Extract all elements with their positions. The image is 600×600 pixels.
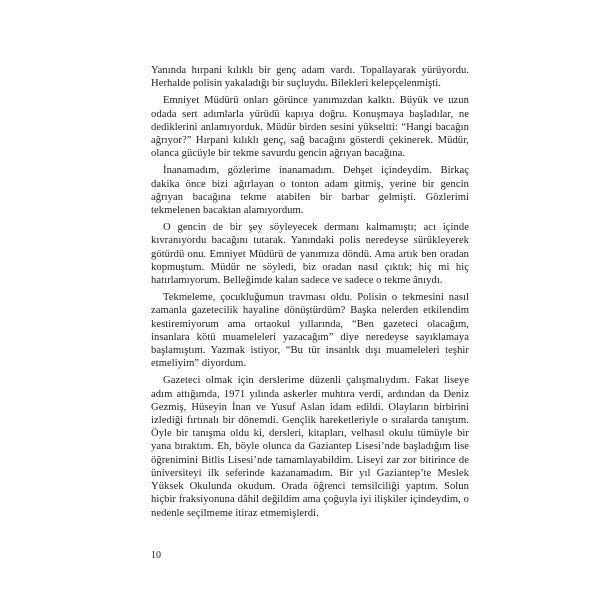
page-number: 10 <box>151 550 161 561</box>
paragraph-3: İnanamadım, gözlerime inanamadım. Dehşet içindeydim. Birkaç dakika önce bizi ağırlayan o tonton adam gitmiş, yerine bir gencin ağrıyan bacağına tekme atabilen bir barbar gelmişti. Gözlerimi tekmelenen bacaktan alamıyordum. <box>151 165 469 217</box>
book-page-text <box>151 64 469 524</box>
paragraph-2: Emniyet Müdürü onları görünce yanımızdan kalktı. Büyük ve uzun odada sert adımlarla yürüdü kapıya doğru. Konuşmaya başladılar, ne dediklerini anlamıyorduk. Müdür birden sesini yükseltti: “Hangi bacağın ağrıyor?” Hırpani kılıklı genç, sağ bacağını gösterdi çekinerek. Müdür, olanca gücüyle bir tekme savurdu gencin ağrıyan bacağına. <box>151 95 469 160</box>
paragraph-4: O gencin de bir şey söyleyecek dermanı kalmamıştı; acı içinde kıvranıyordu bacağını tutarak. Yanındaki polis neredeyse sürükleyerek götürdü onu. Emniyet Müdürü de yanımıza döndü. Ama artık ben oradan kopmuştum. Müdür ne söyledi, biz oradan nasıl çıktık; hiç mi hiç hatırlamıyorum. Belleğimde kalan sadece ve sadece o tekme ânıydı. <box>151 222 469 287</box>
paragraph-6: Gazeteci olmak için derslerime düzenli çalışmalıydım. Fakat liseye adım attığımda, 1971 yılında askerler muhtıra verdi, ardından da Deniz Gezmiş, Hüseyin İnan ve Yusuf Aslan idam edildi. Olayların birbirini izlediği fırtınalı bir dönemdi. Gençlik hareketleriyle o sıralarda tanıştım. Öyle bir tanışma oldu ki, dersleri, kitapları, velhasıl okulu tümüyle bir yana bıraktım. Eh, böyle olunca da Gaziantep Lisesi’nde başladığım lise öğrenimini Bitlis Lisesi’nde tamamlayabildim. Liseyi zar zor bitirince de üniversiteyi ilk seferinde kazanamadım. Bir yıl Gaziantep’te Meslek Yüksek Okulunda okudum. Orada öğrenci temsilciliği yaptım. Solun hiçbir fraksiyonuna dâhil değildim ama çoğuyla iyi ilişkiler içindeydim, o nedenle seçilmeme itiraz etmemişlerdi. <box>151 375 469 519</box>
paragraph-1: Yanında hırpani kılıklı bir genç adam vardı. Topallayarak yürüyordu. Herhalde polisin yakaladığı bir suçluydu. Bilekleri kelepçelenmişti. <box>151 65 469 90</box>
paragraph-5: Tekmeleme, çocukluğumun travması oldu. Polisin o tekmesini nasıl zamanla gazetecilik hayaline dönüştürdüm? Başka nelerden etkilendim kestiremiyorum ama ortaokul yıllarında, “Ben gazeteci olacağım, insanlara kötü muameleleri yazacağım” diye neredeyse sayıklamaya başlamıştım. Yazmak istiyor, “Bu tür insanlık dışı muameleleri teşhir etmeliyim” diyordum. <box>151 292 469 370</box>
